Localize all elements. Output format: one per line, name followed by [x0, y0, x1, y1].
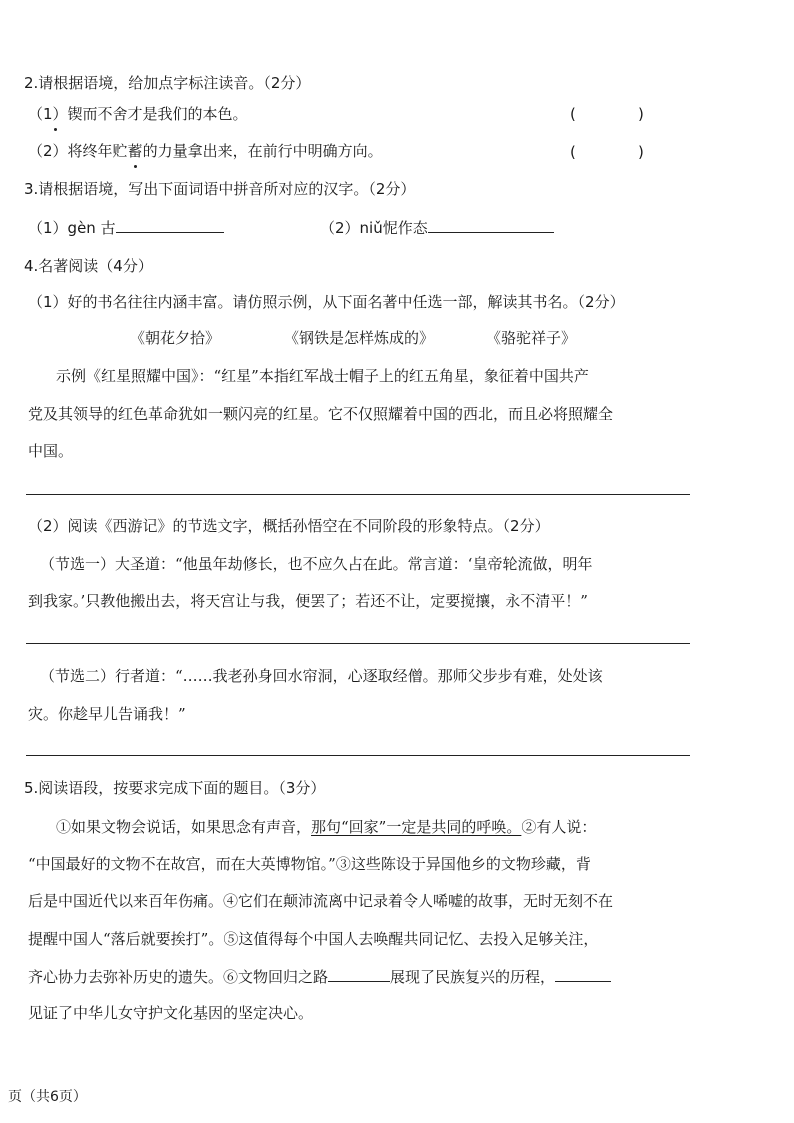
q2-item1-paren-open: ( — [570, 105, 576, 123]
q4-book-2: 《钢铁是怎样炼成的》 — [284, 329, 435, 347]
q5-blank-1[interactable] — [328, 965, 390, 982]
q4-example-line3: 中国。 — [28, 442, 74, 460]
q5-blank-2[interactable] — [555, 965, 611, 982]
q3-item2-text: （2）niǔ怩作态 — [320, 219, 428, 237]
q5-line5-pre: 齐心协力去弥补历史的遗失。⑥文物回归之路 — [28, 968, 329, 986]
q2-item1-dotted-prefix: （1）锲 — [28, 105, 83, 123]
q2-item2-paren-close: ) — [638, 143, 644, 161]
q4-example-line1: 示例《红星照耀中国》：“红星”本指红军战士帽子上的红五角星，象征着中国共产 — [56, 367, 589, 385]
q5-title: 5.阅读语段，按要求完成下面的题目。（3分） — [24, 779, 326, 797]
q4-book-3: 《骆驼祥子》 — [486, 329, 577, 347]
q4-book-1: 《朝花夕拾》 — [130, 329, 221, 347]
q4-excerpt2-line2: 灾。你趁早儿告诵我！” — [28, 705, 186, 723]
q2-item2-pre: （2）将终年贮 — [28, 142, 128, 160]
q4-excerpt2-answer-line[interactable] — [26, 755, 690, 756]
q3-item1-answer-blank[interactable] — [116, 216, 224, 233]
q3-item1-text: （1）gèn 古 — [28, 219, 116, 237]
q4-excerpt1-answer-line[interactable] — [26, 643, 690, 644]
q2-item1-rest: 而不舍才是我们的本色。 — [82, 105, 248, 123]
q5-line4: 提醒中国人“落后就要挨打”。⑤这值得每个中国人去唤醒共同记忆、去投入足够关注， — [28, 930, 599, 948]
q2-item1 — [28, 103, 248, 125]
q2-item2 — [28, 140, 383, 162]
q2-title: 2.请根据语境，给加点字标注读音。（2分） — [24, 74, 311, 92]
q5-underlined-sentence: 那句“回家”一定是共同的呼唤。 — [311, 818, 522, 836]
q2-item2-rest: 的力量拿出来，在前行中明确方向。 — [142, 142, 383, 160]
q3-item1 — [28, 216, 224, 239]
q4-excerpt1-line2: 到我家。’只教他搬出去，将天宫让与我，便罢了；若还不让，定要搅攘，永不清平！” — [28, 592, 588, 610]
q2-item1-paren-close: ) — [638, 105, 644, 123]
q4-sub2-prompt: （2）阅读《西游记》的节选文字，概括孙悟空在不同阶段的形象特点。（2分） — [28, 517, 550, 535]
page-footer: 页（共6页） — [8, 1089, 87, 1105]
q4-sub1-prompt: （1）好的书名往往内涵丰富。请仿照示例，从下面名著中任选一部，解读其书名。（2分） — [28, 293, 625, 311]
q2-item2-dotted: 蓄 — [127, 142, 143, 160]
q3-title: 3.请根据语境，写出下面词语中拼音所对应的汉字。（2分） — [24, 180, 416, 198]
q4-title: 4.名著阅读（4分） — [24, 257, 153, 275]
q4-sub1-answer-line[interactable] — [26, 494, 690, 495]
q2-item2-paren-open: ( — [570, 143, 576, 161]
q4-example-line2: 党及其领导的红色革命犹如一颗闪亮的红星。它不仅照耀着中国的西北，而且必将照耀全 — [28, 405, 614, 423]
q4-excerpt2-line1: （节选二）行者道：“……我老孙身回水帘洞，心逐取经僧。那师父步步有难，处处该 — [40, 667, 603, 685]
q5-line2: “中国最好的文物不在故宫，而在大英博物馆。”③这些陈设于异国他乡的文物珍藏，背 — [28, 855, 591, 873]
q3-item2 — [320, 216, 554, 239]
q4-excerpt1-line1: （节选一）大圣道：“他虽年劫修长，也不应久占在此。常言道：‘皇帝轮流做，明年 — [40, 555, 593, 573]
q5-line5-mid: 展现了民族复兴的历程， — [390, 968, 556, 986]
q5-line1 — [56, 816, 596, 838]
q5-line6: 见证了中华儿女守护文化基因的坚定决心。 — [28, 1004, 314, 1022]
q3-item2-answer-blank[interactable] — [428, 216, 554, 233]
q5-line3: 后是中国近代以来百年伤痛。④它们在颠沛流离中记录着令人唏嘘的故事，无时无刻不在 — [28, 892, 614, 910]
q5-line5 — [28, 965, 611, 988]
q5-line1-post: ②有人说： — [521, 818, 597, 836]
q5-line1-pre: ①如果文物会说话，如果思念有声音， — [56, 818, 312, 836]
